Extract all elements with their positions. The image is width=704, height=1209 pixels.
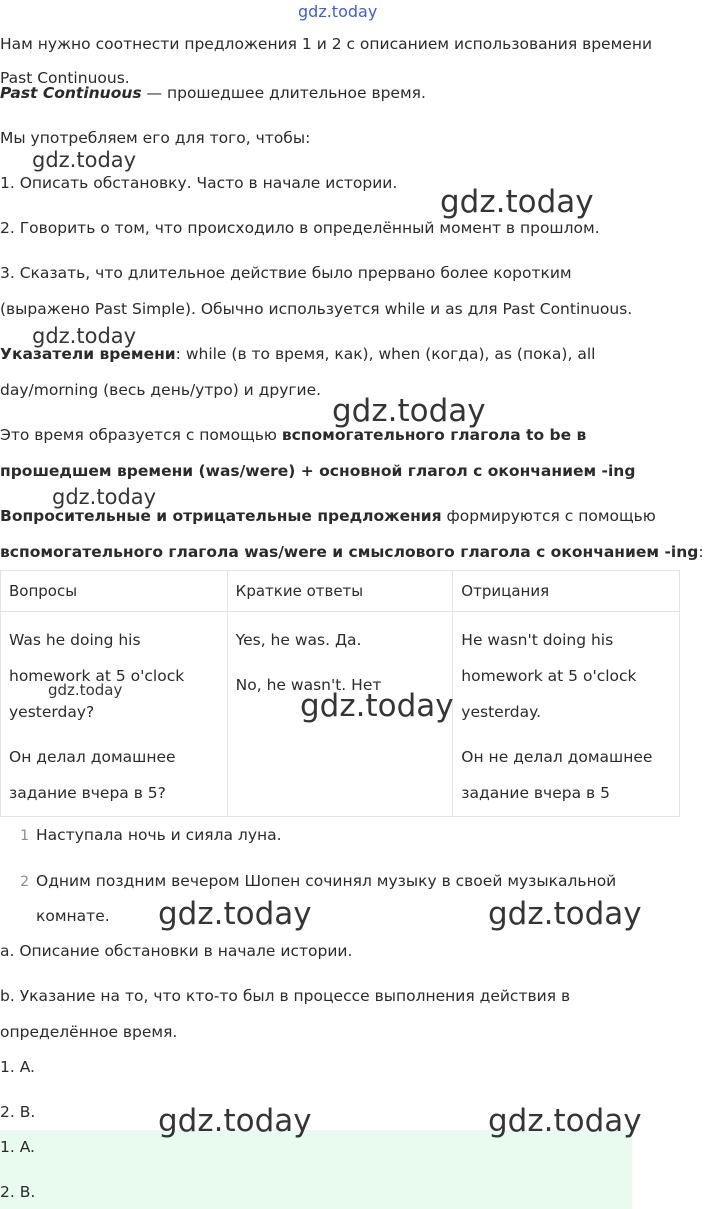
watermark: gdz.today <box>52 485 157 509</box>
formation-plain: Это время образуется с помощью <box>0 426 282 444</box>
option-b-line-1: b. Указание на то, что кто-то был в процессе выполнения действия в <box>0 987 571 1005</box>
definition-term: Past Continuous <box>0 84 142 102</box>
answer-yes: Yes, he was. Да. <box>235 631 362 649</box>
header-negations: Отрицания <box>453 571 680 612</box>
grammar-table <box>0 570 680 817</box>
usage-3-line-1: 3. Сказать, что длительное действие было прервано более коротким <box>0 264 572 282</box>
watermark: gdz.today <box>158 896 312 932</box>
final-answer-1: 1. A. <box>0 1138 35 1156</box>
answer-2: 2. B. <box>0 1103 36 1121</box>
watermark: gdz.today <box>488 1103 642 1139</box>
cell-negations <box>453 612 680 817</box>
watermark: gdz.today <box>48 681 123 699</box>
questions-line-2 <box>0 542 704 562</box>
watermark: gdz.today <box>300 688 454 724</box>
sentence-2-line-2: комнате. <box>36 907 110 925</box>
watermark: gdz.today <box>158 1103 312 1139</box>
time-markers <box>0 344 595 364</box>
sentence-2 <box>0 871 616 892</box>
questions-plain: формируются с помощью <box>441 507 656 525</box>
watermark: gdz.today <box>488 896 642 932</box>
usage-1: 1. Описать обстановку. Часто в начале истории. <box>0 174 398 192</box>
option-b-line-2: определённое время. <box>0 1023 178 1041</box>
watermark: gdz.today <box>332 393 486 429</box>
sentence-number: 2 <box>20 874 29 890</box>
question-russian: Он делал домашнее задание вчера в 5? <box>9 748 176 802</box>
usage-intro: Мы употребляем его для того, чтобы: <box>0 129 311 147</box>
formation-bold: вспомогательного глагола to be в <box>281 426 587 444</box>
usage-2: 2. Говорить о том, что происходило в определённый момент в прошлом. <box>0 219 600 237</box>
header-questions: Вопросы <box>1 571 228 612</box>
intro-cut-text: Past Continuous. <box>0 69 130 87</box>
cell-short-answers <box>227 612 453 817</box>
final-answer-box <box>0 1130 632 1209</box>
definition-rest: — прошедшее длительное время. <box>141 84 426 102</box>
questions-bold-2: вспомогательного глагола was/were и смыслового глагола с окончанием -ing <box>0 543 699 561</box>
formation-line-2: прошедшем времени (was/were) + основной глагол с окончанием -ing <box>0 462 636 480</box>
time-markers-line-2: day/morning (весь день/утро) и другие. <box>0 381 322 399</box>
usage-3-line-2: (выражено Past Simple). Обычно используется while и as для Past Continuous. <box>0 300 633 318</box>
sentence-text: Одним поздним вечером Шопен сочинял музыку в своей музыкальной <box>36 872 617 890</box>
time-markers-label: Указатели времени <box>0 345 176 363</box>
table-header-row <box>1 571 680 612</box>
definition <box>0 83 426 103</box>
table-row <box>1 612 680 817</box>
watermark: gdz.today <box>440 184 594 220</box>
intro-text: Нам нужно соотнести предложения 1 и 2 с описанием использования времени <box>0 35 653 53</box>
watermark: gdz.today <box>32 324 137 348</box>
option-a: a. Описание обстановки в начале истории. <box>0 942 353 960</box>
time-markers-text: : while (в то время, как), when (когда), as (пока), all <box>175 345 596 363</box>
sentence-number: 1 <box>20 828 29 844</box>
watermark: gdz.today <box>32 148 137 172</box>
questions-line-1 <box>0 506 656 526</box>
header-short-answers: Краткие ответы <box>227 571 453 612</box>
intro-cut-line <box>0 68 680 87</box>
question-english: Was he doing his homework at 5 o'clock yesterday? <box>9 631 185 721</box>
cell-questions <box>1 612 228 817</box>
final-answer-2: 2. B. <box>0 1183 36 1201</box>
sentence-1 <box>0 825 282 846</box>
sentence-text: Наступала ночь и сияла луна. <box>36 826 282 844</box>
questions-bold: Вопросительные и отрицательные предложения <box>0 507 442 525</box>
answer-no: No, he wasn't. Нет <box>235 676 382 694</box>
answer-1: 1. A. <box>0 1058 35 1076</box>
questions-colon: : <box>698 543 704 561</box>
watermark-top: gdz.today <box>298 2 378 21</box>
negation-russian: Он не делал домашнее задание вчера в 5 <box>461 748 653 802</box>
formation-line-1 <box>0 425 586 445</box>
negation-english: He wasn't doing his homework at 5 o'clock yesterday. <box>461 631 637 721</box>
